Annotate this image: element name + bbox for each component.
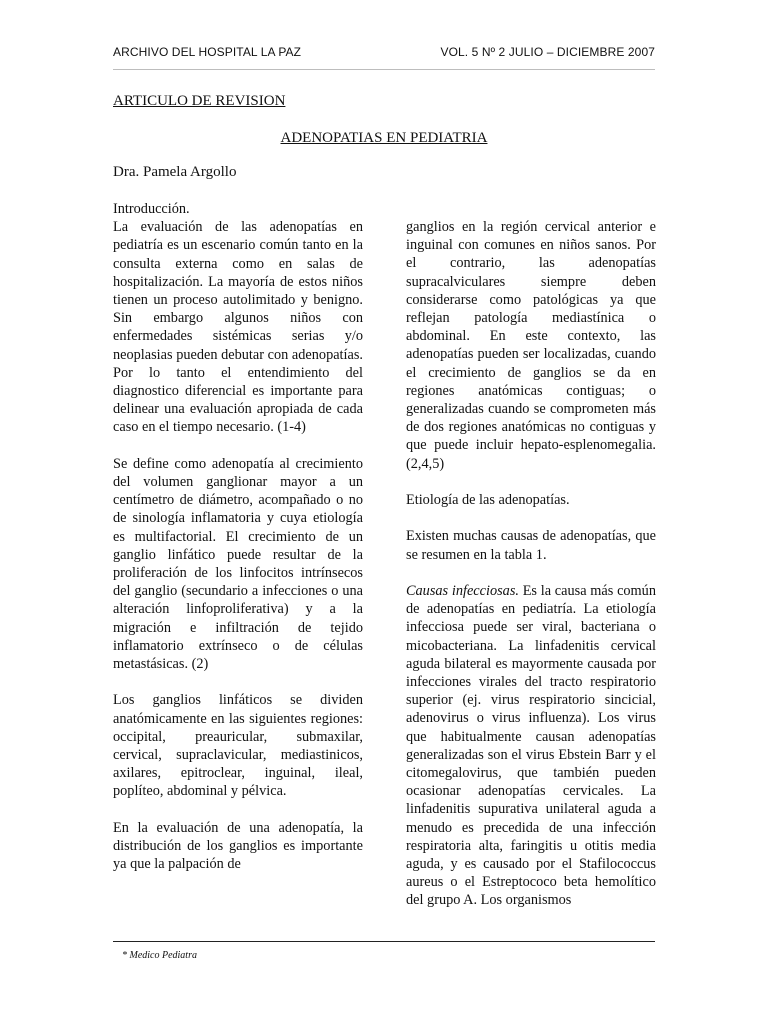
- left-column: [113, 200, 363, 873]
- header-divider: [113, 69, 655, 70]
- etiology-heading: Etiología de las adenopatías.: [406, 492, 570, 509]
- issue-info: VOL. 5 Nº 2 JULIO – DICIEMBRE 2007: [440, 45, 655, 59]
- running-header: [113, 45, 655, 59]
- paragraph: La evaluación de las adenopatías en pediatría es un escenario común tanto en la consulta externa como en salas de hospitalización. La mayoría de estos niños tienen un proceso autolimitado y benigno. Sin embargo algunos niños con enfermedades sistémicas serias y/o neoplasias pueden debutar con adenopatías. Por lo tanto el entendimiento del diagnostico diferencial es importante para delinear una evaluación apropiada de cada caso en el tiempo necesario. (1-4): [113, 219, 363, 436]
- paragraph: Se define como adenopatía al crecimiento del volumen ganglionar mayor a un centímetro de diámetro, acompañado o no de sinología inflamatoria y cuya etiología es multifactorial. El crecimiento de un ganglio linfático puede resultar de la proliferación de los linfocitos intrínsecos del ganglio (secundario a infecciones o una alteración linfoproliferativa) y a la migración e infiltración de tejido inflamatorio extrínseco o de células metastásicas. (2): [113, 455, 363, 673]
- paragraph: ganglios en la región cervical anterior e inguinal con comunes en niños sanos. Por el contrario, las adenopatías supracalviculares siempre deben considerarse como patológicas ya que reflejan patología mediastínica o abdominal. En este contexto, las adenopatías pueden ser localizadas, cuando el crecimiento de ganglios se da en regiones anatómicas contiguas; o generalizadas cuando se comprometen más de dos regiones anatómicas no contiguas y que puede incluir hepato-esplenomegalia. (2,4,5): [406, 219, 656, 472]
- journal-name: ARCHIVO DEL HOSPITAL LA PAZ: [113, 45, 302, 59]
- paragraph: Existen muchas causas de adenopatías, que se resumen en la tabla 1.: [406, 528, 656, 563]
- intro-heading: Introducción.: [113, 201, 190, 217]
- author-name: Dra. Pamela Argollo: [113, 164, 237, 180]
- subheading-infectious: Causas infecciosas.: [406, 583, 519, 600]
- footnote: * Medico Pediatra: [122, 950, 197, 961]
- paragraph: En la evaluación de una adenopatía, la distribución de los ganglios es importante ya que la palpación de: [113, 819, 363, 873]
- paragraph-text: Es la causa más común de adenopatías en pediatría. La etiología infecciosa puede ser viral, bacteriana o micobacteriana. La linfadenitis cervical aguda bilateral es mayormente causada por infecciones virales del tracto respiratorio superior (ej. virus respiratorio sincicial, adenovirus o virus influenza). Los virus que habitualmente causan adenopatías generalizadas son el virus Ebstein Barr y el citomegalovirus, que también pueden ocasionar adenopatías cervicales. La linfadenitis supurativa unilateral aguda a menudo es precedida de una infección respiratoria alta, faringitis u otitis media aguda, y es causado por el Stafilococcus aureus o el Estreptococo beta hemolítico del grupo A. Los organismos: [406, 583, 656, 909]
- section-label: ARTICULO DE REVISION: [113, 93, 286, 109]
- article-title: ADENOPATIAS EN PEDIATRIA: [280, 130, 488, 146]
- paragraph: Los ganglios linfáticos se dividen anatómicamente en las siguientes regiones: occipital, preauricular, submaxilar, cervical, supraclavicular, mediastinicos, axilares, epitroclear, inguinal, ileal, poplíteo, abdominal y pélvica.: [113, 692, 363, 800]
- footnote-divider: [113, 941, 655, 942]
- paragraph: [406, 582, 656, 910]
- right-column: [406, 218, 656, 910]
